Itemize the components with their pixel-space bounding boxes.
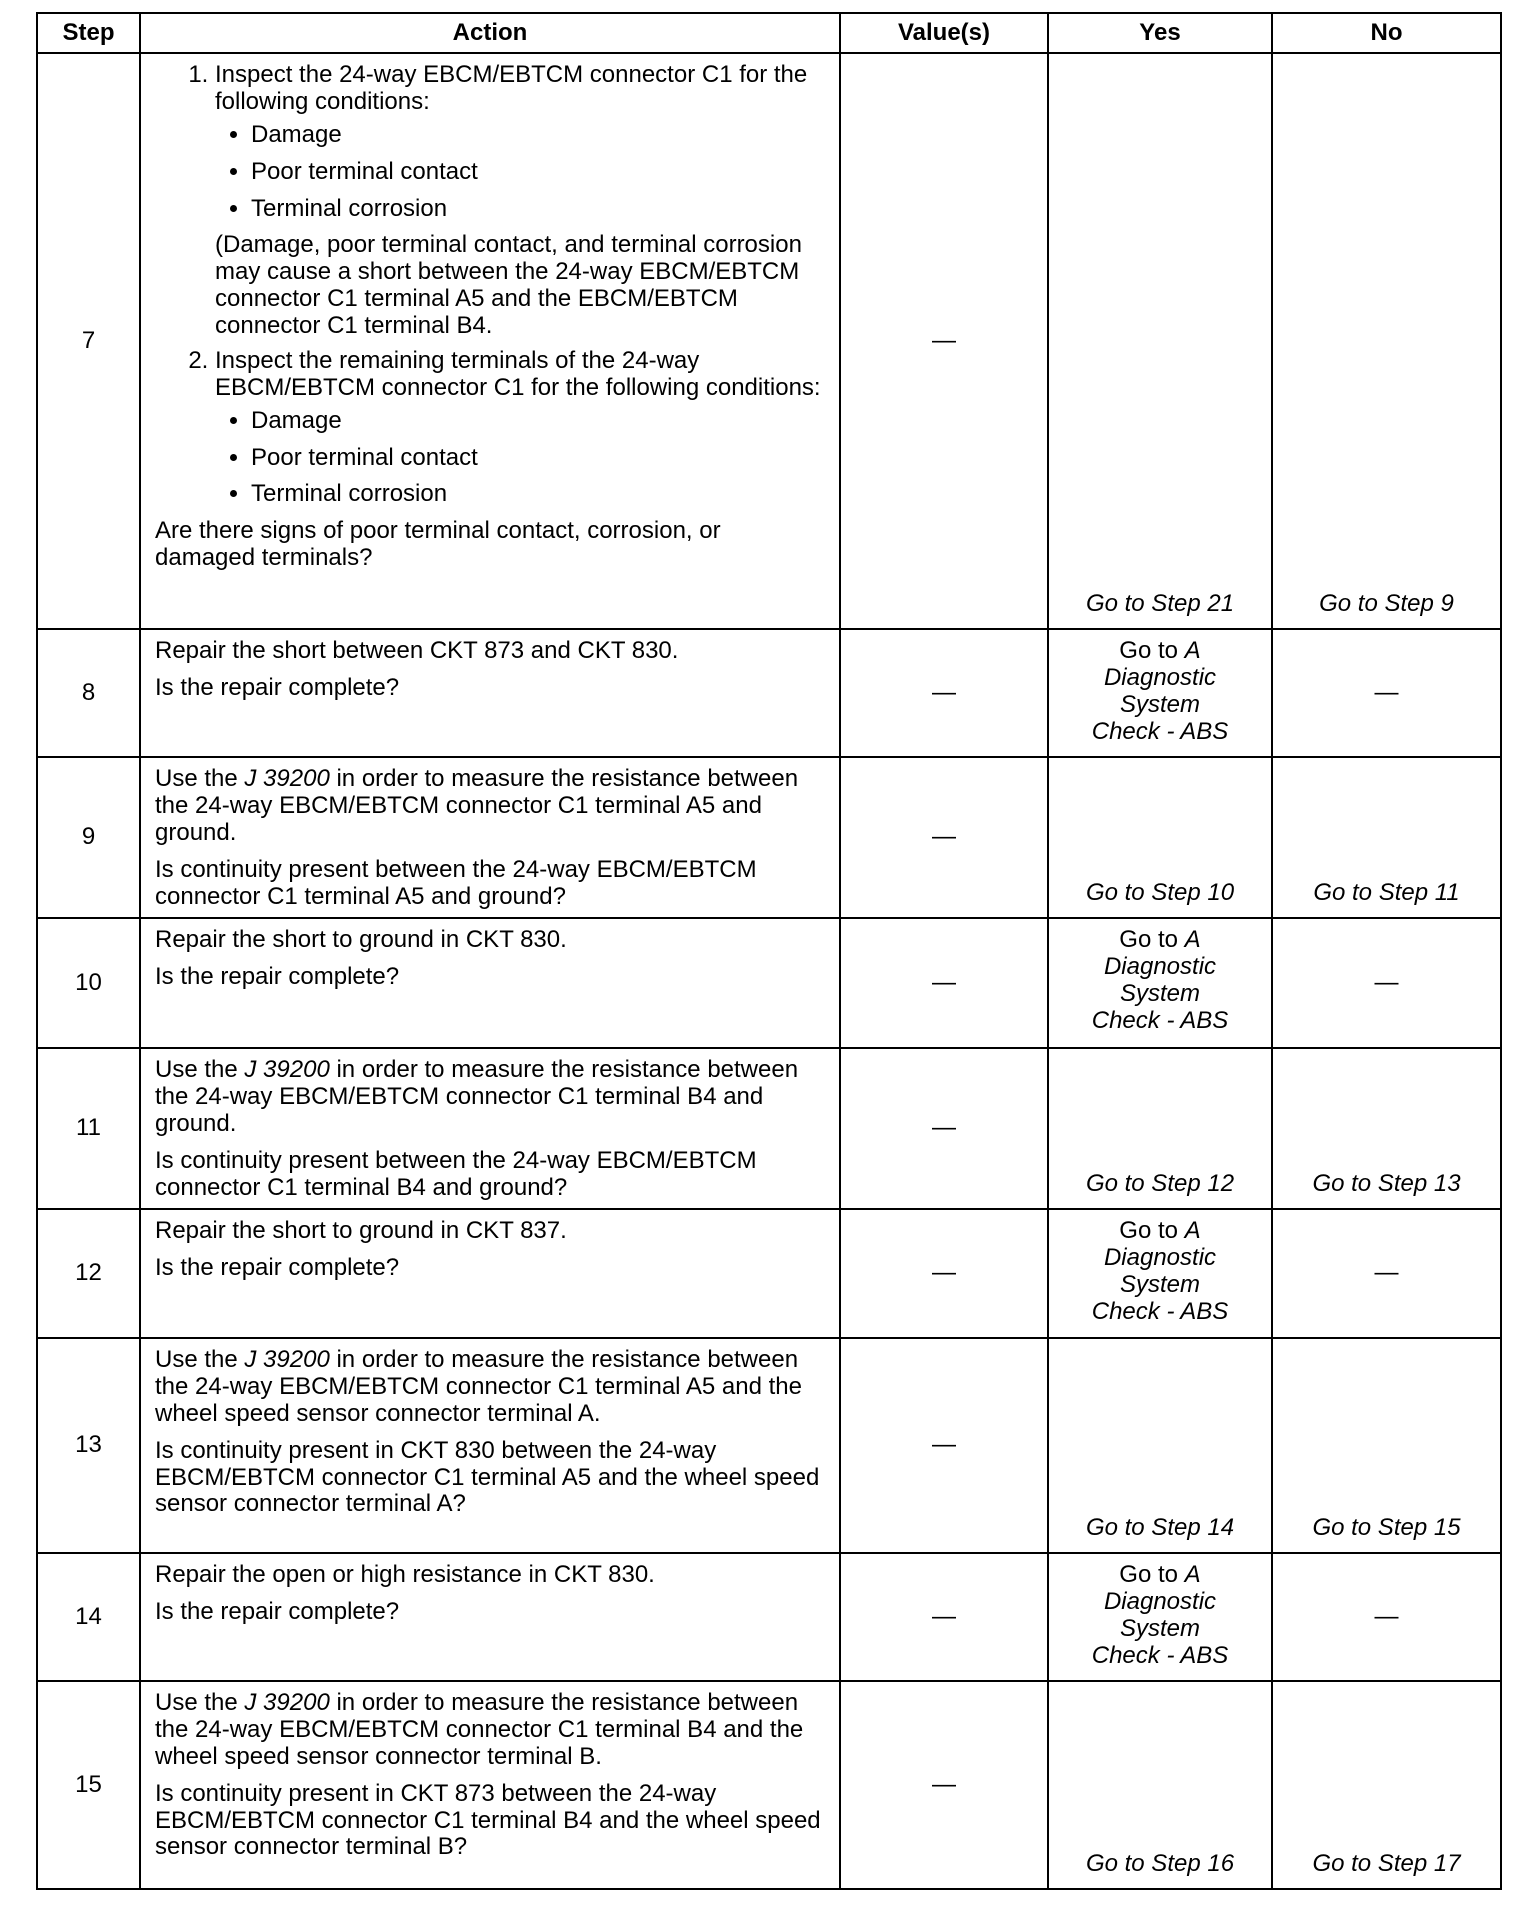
action-cell <box>140 1048 840 1209</box>
value-cell: — <box>840 1048 1048 1209</box>
list-item: • Damage <box>251 408 825 435</box>
action-cell <box>140 1209 840 1338</box>
header-yes: Yes <box>1048 13 1272 53</box>
no-cell: — <box>1272 918 1501 1048</box>
tool-name: J 39200 <box>244 1346 330 1373</box>
table-row <box>37 1681 1501 1889</box>
question-text: Is continuity present between the 24-way EBCM/EBTCM connector C1 terminal A5 and ground? <box>155 855 757 910</box>
list-item: • Terminal corrosion <box>251 196 825 223</box>
diagnostic-check-ref <box>1050 638 1270 746</box>
table-row <box>37 1209 1501 1338</box>
action-steps <box>155 62 825 508</box>
table-row <box>37 1048 1501 1209</box>
step-number: 9 <box>37 757 140 918</box>
goto-letter: A <box>1184 926 1201 953</box>
check-line: Diagnostic <box>1103 1243 1217 1271</box>
check-line: Check - ABS <box>1091 1641 1229 1669</box>
tool-name: J 39200 <box>244 1689 330 1716</box>
action-cell <box>140 53 840 629</box>
action-cell <box>140 629 840 757</box>
check-line: Check - ABS <box>1091 717 1229 745</box>
header-no: No <box>1272 13 1501 53</box>
list-item: • Poor terminal contact <box>251 445 825 472</box>
action-cell <box>140 1338 840 1553</box>
no-cell: — <box>1272 1209 1501 1338</box>
yes-cell: Go to Step 16 <box>1048 1681 1272 1889</box>
question-text: Is continuity present in CKT 873 between the 24-way EBCM/EBTCM connector C1 terminal B4 and the wheel speed sensor connector terminal B? <box>155 1779 821 1861</box>
note-text: (Damage, poor terminal contact, and terminal corrosion may cause a short between the 24-way EBCM/EBTCM connector C1 terminal A5 and the EBCM/EBTCM connector C1 terminal B4. <box>215 231 802 339</box>
no-cell: Go to Step 9 <box>1272 53 1501 629</box>
goto-letter: A <box>1184 1217 1201 1244</box>
header-step: Step <box>37 13 140 53</box>
value-cell: — <box>840 1338 1048 1553</box>
action-text: Repair the short to ground in CKT 830. <box>155 926 567 953</box>
table-row <box>37 1338 1501 1553</box>
diagnostic-check-ref <box>1050 1562 1270 1670</box>
check-line: System <box>1119 1614 1200 1642</box>
list-item: • Damage <box>251 122 825 149</box>
action-text: Inspect the remaining terminals of the 24-way EBCM/EBTCM connector C1 for the following conditions: <box>215 346 821 401</box>
goto-letter: A <box>1184 637 1201 664</box>
step-number: 15 <box>37 1681 140 1889</box>
table-row <box>37 1553 1501 1681</box>
check-line: Diagnostic <box>1103 1587 1217 1615</box>
no-cell: Go to Step 15 <box>1272 1338 1501 1553</box>
value-cell: — <box>840 629 1048 757</box>
goto-text: Go to <box>1119 1217 1185 1244</box>
goto-letter: A <box>1184 1561 1201 1588</box>
action-text: Use the J 39200 in order to measure the resistance between the 24-way EBCM/EBTCM connector C1 terminal A5 and ground. <box>155 765 799 846</box>
step-number: 12 <box>37 1209 140 1338</box>
yes-cell <box>1048 1553 1272 1681</box>
goto-text: Go to <box>1119 1561 1185 1588</box>
yes-cell: Go to Step 10 <box>1048 757 1272 918</box>
yes-cell: Go to Step 12 <box>1048 1048 1272 1209</box>
value-cell: — <box>840 1681 1048 1889</box>
goto-text: Go to <box>1119 637 1185 664</box>
list-item: • Terminal corrosion <box>251 481 825 508</box>
table-row <box>37 53 1501 629</box>
yes-cell <box>1048 629 1272 757</box>
action-text: Use the J 39200 in order to measure the resistance between the 24-way EBCM/EBTCM connector C1 terminal B4 and ground. <box>155 1056 799 1137</box>
action-cell <box>140 1553 840 1681</box>
check-line: System <box>1119 979 1200 1007</box>
tool-name: J 39200 <box>244 765 330 792</box>
action-step-item <box>215 62 825 340</box>
step-number: 11 <box>37 1048 140 1209</box>
header-values: Value(s) <box>840 13 1048 53</box>
yes-cell: Go to Step 14 <box>1048 1338 1272 1553</box>
action-cell <box>140 1681 840 1889</box>
question-text: Is continuity present in CKT 830 between the 24-way EBCM/EBTCM connector C1 terminal A5 and the wheel speed sensor connector terminal A? <box>155 1436 820 1518</box>
question-text: Is the repair complete? <box>155 1253 400 1281</box>
question-text: Are there signs of poor terminal contact, corrosion, or damaged terminals? <box>155 517 721 572</box>
no-cell: — <box>1272 629 1501 757</box>
yes-cell <box>1048 1209 1272 1338</box>
value-cell: — <box>840 757 1048 918</box>
action-text: Use the J 39200 in order to measure the resistance between the 24-way EBCM/EBTCM connector C1 terminal A5 and the wheel speed sensor connector terminal A. <box>155 1346 802 1427</box>
value-cell: — <box>840 1209 1048 1338</box>
value-cell: — <box>840 1553 1048 1681</box>
condition-list <box>215 408 825 509</box>
header-row <box>37 13 1501 53</box>
action-cell <box>140 757 840 918</box>
table-row <box>37 757 1501 918</box>
no-cell: Go to Step 11 <box>1272 757 1501 918</box>
diagnostic-table <box>36 12 1502 1890</box>
value-cell: — <box>840 53 1048 629</box>
action-text: Use the J 39200 in order to measure the resistance between the 24-way EBCM/EBTCM connector C1 terminal B4 and the wheel speed sensor connector terminal B. <box>155 1689 804 1770</box>
question-text: Is the repair complete? <box>155 962 400 990</box>
check-line: Diagnostic <box>1103 663 1217 691</box>
question-text: Is the repair complete? <box>155 1597 400 1625</box>
goto-text: Go to <box>1119 926 1185 953</box>
question-text: Is continuity present between the 24-way EBCM/EBTCM connector C1 terminal B4 and ground? <box>155 1146 757 1201</box>
step-number: 8 <box>37 629 140 757</box>
tool-name: J 39200 <box>244 1056 330 1083</box>
action-cell <box>140 918 840 1048</box>
check-line: Check - ABS <box>1091 1006 1229 1034</box>
diagnostic-check-ref <box>1050 1218 1270 1326</box>
action-text: Repair the open or high resistance in CKT 830. <box>155 1561 655 1588</box>
check-line: System <box>1119 690 1200 718</box>
list-item: • Poor terminal contact <box>251 159 825 186</box>
step-number: 13 <box>37 1338 140 1553</box>
action-text: Repair the short to ground in CKT 837. <box>155 1217 567 1244</box>
no-cell: Go to Step 13 <box>1272 1048 1501 1209</box>
table-row <box>37 629 1501 757</box>
action-text: Inspect the 24-way EBCM/EBTCM connector C1 for the following conditions: <box>215 61 808 115</box>
check-line: Diagnostic <box>1103 952 1217 980</box>
step-number: 14 <box>37 1553 140 1681</box>
no-cell: Go to Step 17 <box>1272 1681 1501 1889</box>
step-number: 10 <box>37 918 140 1048</box>
header-action: Action <box>140 13 840 53</box>
action-text: Repair the short between CKT 873 and CKT 830. <box>155 637 679 664</box>
step-number: 7 <box>37 53 140 629</box>
table-row <box>37 918 1501 1048</box>
yes-cell <box>1048 918 1272 1048</box>
no-cell: — <box>1272 1553 1501 1681</box>
yes-cell: Go to Step 21 <box>1048 53 1272 629</box>
condition-list <box>215 122 825 223</box>
check-line: Check - ABS <box>1091 1297 1229 1325</box>
value-cell: — <box>840 918 1048 1048</box>
diagnostic-check-ref <box>1050 927 1270 1035</box>
action-step-item <box>215 348 825 508</box>
check-line: System <box>1119 1270 1200 1298</box>
question-text: Is the repair complete? <box>155 673 400 701</box>
